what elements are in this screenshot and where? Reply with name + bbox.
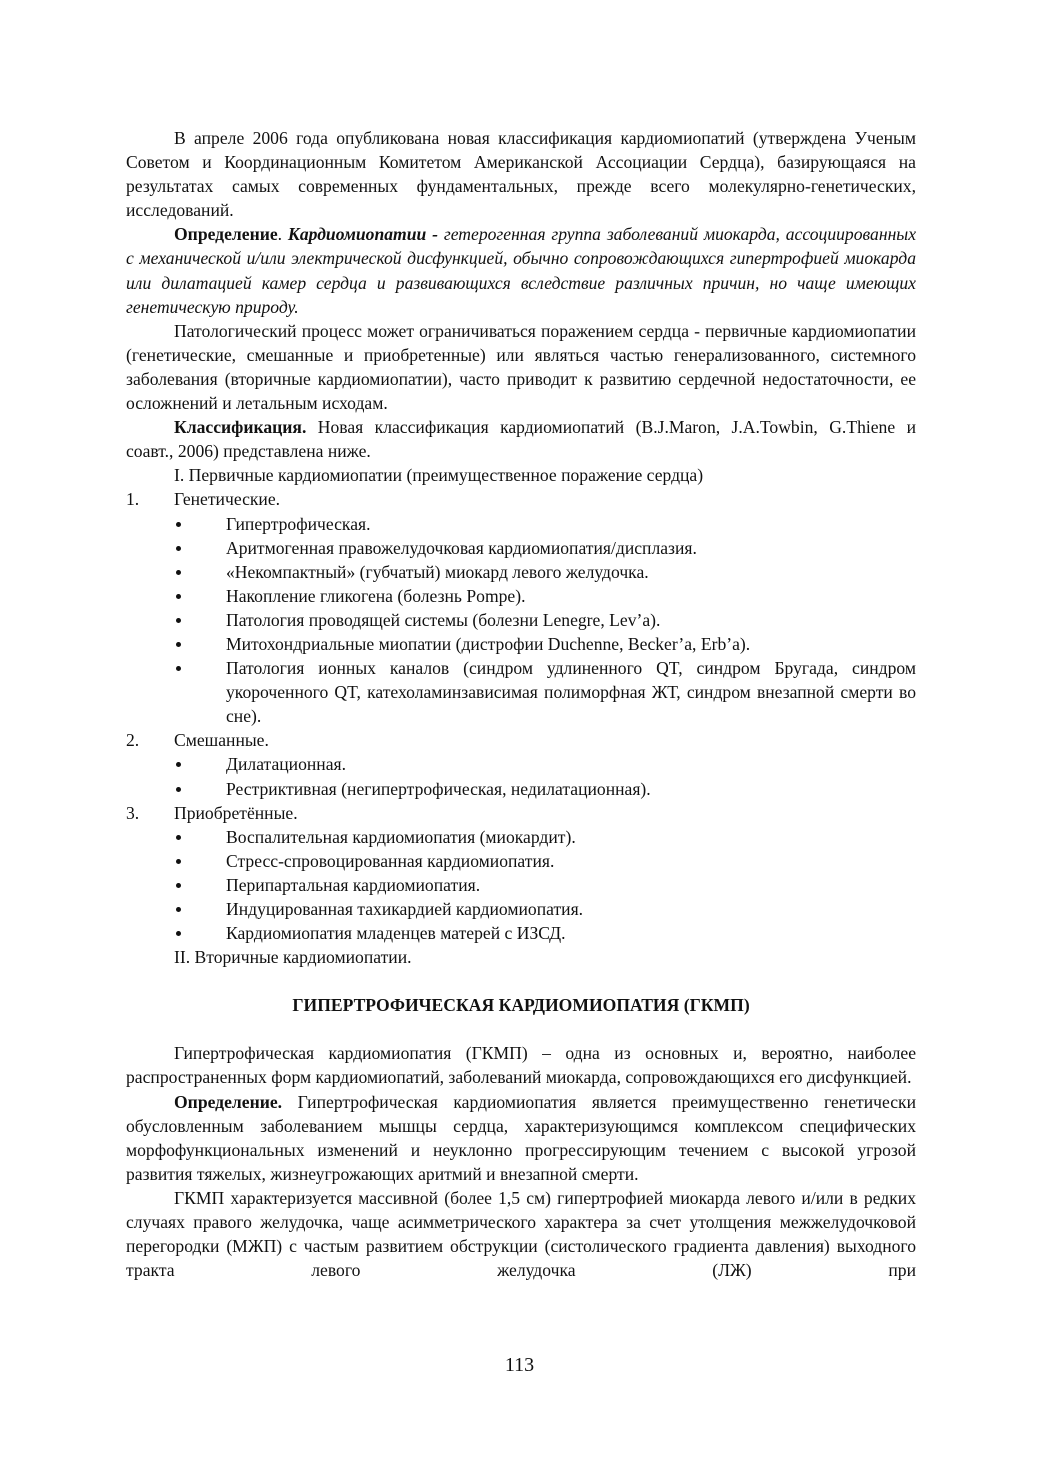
list-item: Гипертрофическая. xyxy=(126,512,916,536)
group-genetic xyxy=(126,487,916,728)
list-item: Митохондриальные миопатии (дистрофии Duchenne, Becker’a, Erb’a). xyxy=(126,632,916,656)
bullet-list xyxy=(126,825,916,945)
definition-term: Кардиомиопатии - xyxy=(287,224,444,245)
list-item: «Некомпактный» (губчатый) миокард левого желудочка. xyxy=(126,560,916,584)
bullet-icon xyxy=(126,825,226,849)
group-title: Генетические. xyxy=(174,489,281,510)
bullet-icon xyxy=(126,512,226,536)
bullet-icon xyxy=(126,921,226,945)
group-heading xyxy=(126,728,916,752)
group-heading xyxy=(126,487,916,511)
section-heading: ГИПЕРТРОФИЧЕСКАЯ КАРДИОМИОПАТИЯ (ГКМП) xyxy=(292,995,750,1016)
bullet-icon xyxy=(126,873,226,897)
group-title: Приобретённые. xyxy=(174,802,298,823)
classification-text: Новая классификация кардиомиопатий (B.J.Maron, J.A.Towbin, G.Thiene и соавт., 2006) представлена ниже. xyxy=(126,417,916,462)
list-item: Кардиомиопатия младенцев матерей с ИЗСД. xyxy=(126,921,916,945)
list-item: Дилатационная. xyxy=(126,752,916,776)
bullet-icon xyxy=(126,897,226,921)
group-number: 2. xyxy=(126,730,140,751)
list-item: Стресс-спровоцированная кардиомиопатия. xyxy=(126,849,916,873)
list-item: Рестриктивная (негипертрофическая, недилатационная). xyxy=(126,777,916,801)
bullet-icon xyxy=(126,777,226,801)
bullet-icon xyxy=(126,536,226,560)
list-item: Патология ионных каналов (синдром удлиненного QT, синдром Бругада, синдром укороченного QT, катехоламинзависимая полиморфная ЖТ, синдром внезапной смерти во сне). xyxy=(126,656,916,728)
classification-label: Классификация. xyxy=(174,417,307,438)
bullet-icon xyxy=(126,632,226,656)
primary-cardiomyopathies: I. Первичные кардиомиопатии (преимущественное поражение сердца) xyxy=(174,465,704,486)
secondary-cardiomyopathies: II. Вторичные кардиомиопатии. xyxy=(174,947,412,968)
bullet-list xyxy=(126,512,916,729)
section-paragraph-3: ГКМП характеризуется массивной (более 1,5 см) гипертрофией миокарда левого и/или в редких случаях правого желудочка, чаще асимметрического характера за счет утолщения межжелудочковой перегородки (МЖП) с частым развитием обструкции (систолического градиента давления) выходного тракта левого желудочка (ЛЖ) при xyxy=(126,1187,916,1281)
group-acquired xyxy=(126,801,916,946)
intro-definition xyxy=(126,222,916,318)
definition-label: Определение xyxy=(174,224,278,245)
list-item: Патология проводящей системы (болезни Lenegre, Lev’a). xyxy=(126,608,916,632)
bullet-icon xyxy=(126,560,226,584)
document-page xyxy=(126,126,916,1282)
list-item: Перипартальная кардиомиопатия. xyxy=(126,873,916,897)
group-number: 1. xyxy=(126,489,140,510)
bullet-icon xyxy=(126,608,226,632)
group-mixed xyxy=(126,728,916,800)
list-item: Индуцированная тахикардией кардиомиопатия. xyxy=(126,897,916,921)
section-definition-text: Гипертрофическая кардиомиопатия является преимущественно генетически обусловленным заболеванием мышцы сердца, характеризующимся комплексом специфических морфофункциональных изменений и неуклонно прогрессирующим течением с высокой угрозой развития тяжелых, жизнеугрожающих аритмий и внезапной смерти. xyxy=(126,1091,916,1184)
list-item: Воспалительная кардиомиопатия (миокардит). xyxy=(126,825,916,849)
group-title: Смешанные. xyxy=(174,730,269,751)
group-heading xyxy=(126,801,916,825)
bullet-icon xyxy=(126,656,226,728)
page-number: 113 xyxy=(504,1354,535,1376)
bullet-icon xyxy=(126,584,226,608)
section-paragraph-1: Гипертрофическая кардиомиопатия (ГКМП) – одна из основных и, вероятно, наиболее распространенных форм кардиомиопатий, заболеваний миокарда, сопровождающихся его дисфункцией. xyxy=(126,1043,916,1088)
definition-dot: . xyxy=(277,224,288,245)
bullet-list xyxy=(126,752,916,800)
intro-paragraph-1: В апреле 2006 года опубликована новая классификация кардиомиопатий (утверждена Ученым Советом и Координационным Комитетом Американской Ассоциации Сердца), базирующаяся на результатах самых современных фундаментальных, прежде всего молекулярно-генетических, исследований. xyxy=(126,128,916,221)
bullet-icon xyxy=(126,849,226,873)
section-definition-label: Определение. xyxy=(174,1091,283,1112)
intro-paragraph-3: Патологический процесс может ограничиваться поражением сердца - первичные кардиомиопатии (генетические, смешанные и приобретенные) или являться частью генерализованного, системного заболевания (вторичные кардиомиопатии), часто приводит к развитию сердечной недостаточности, ее осложнений и летальным исходам. xyxy=(126,320,916,414)
list-item: Накопление гликогена (болезнь Pompe). xyxy=(126,584,916,608)
classification-intro xyxy=(126,415,916,463)
definition-text: гетерогенная группа заболеваний миокарда, ассоциированных с механической и/или электрической дисфункцией, обычно сопровождающихся гипертрофией миокарда или дилатацией камер сердца и развивающихся вследствие различных причин, но чаще имеющих генетическую природу. xyxy=(126,224,917,317)
section-definition xyxy=(126,1090,916,1186)
bullet-icon xyxy=(126,752,226,776)
list-item: Аритмогенная правожелудочковая кардиомиопатия/дисплазия. xyxy=(126,536,916,560)
group-number: 3. xyxy=(126,802,140,823)
